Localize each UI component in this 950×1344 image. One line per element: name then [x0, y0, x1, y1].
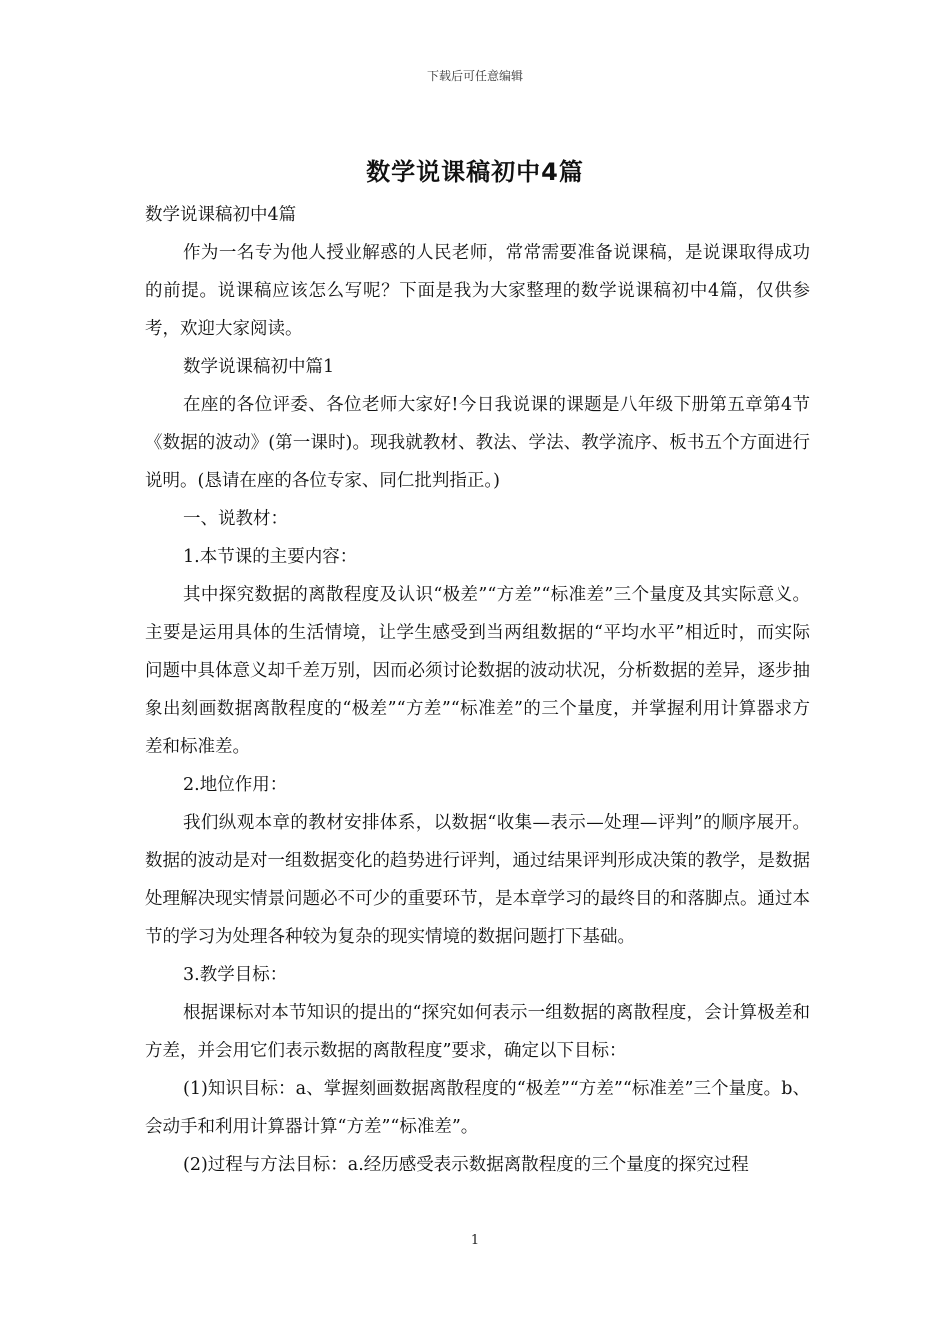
- document-body: [145, 196, 810, 1184]
- page-number: 1: [470, 1233, 480, 1248]
- section-heading: 一、说教材：: [183, 509, 288, 529]
- paragraph: (1)知识目标：a、掌握刻画数据离散程度的“极差”“方差”“标准差”三个量度。b、会动手和利用计算器计算“方差”“标准差”。: [145, 1079, 810, 1137]
- paragraph-intro: 作为一名专为他人授业解惑的人民老师，常常需要准备说课稿，是说课取得成功的前提。说课稿应该怎么写呢？下面是我为大家整理的数学说课稿初中4篇，仅供参考，欢迎大家阅读。: [145, 243, 810, 339]
- section-heading: 数学说课稿初中篇1: [183, 357, 335, 377]
- paragraph: 我们纵观本章的教材安排体系，以数据“收集—表示—处理—评判”的顺序展开。数据的波动是对一组数据变化的趋势进行评判，通过结果评判形成决策的教学，是数据处理解决现实情景问题必不可少的重要环节，是本章学习的最终目的和落脚点。通过本节的学习为处理各种较为复杂的现实情境的数据问题打下基础。: [145, 813, 810, 947]
- paragraph: 在座的各位评委、各位老师大家好!今日我说课的课题是八年级下册第五章第4节《数据的波动》(第一课时)。现我就教材、教法、学法、教学流序、板书五个方面进行说明。(恳请在座的各位专家、同仁批判指正。): [145, 395, 810, 491]
- subsection-heading: 3.教学目标：: [183, 965, 288, 985]
- subsection-heading: 2.地位作用：: [183, 775, 288, 795]
- paragraph-subtitle: 数学说课稿初中4篇: [145, 205, 297, 225]
- paragraph: 根据课标对本节知识的提出的“探究如何表示一组数据的离散程度，会计算极差和方差，并会用它们表示数据的离散程度”要求，确定以下目标：: [145, 1003, 810, 1061]
- paragraph: (2)过程与方法目标：a.经历感受表示数据离散程度的三个量度的探究过程: [183, 1155, 749, 1175]
- document-title: 数学说课稿初中4篇: [366, 158, 584, 186]
- subsection-heading: 1.本节课的主要内容：: [183, 547, 358, 567]
- header-note: 下载后可任意编辑: [426, 69, 523, 83]
- paragraph: 其中探究数据的离散程度及认识“极差”“方差”“标准差”三个量度及其实际意义。主要是运用具体的生活情境，让学生感受到当两组数据的“平均水平”相近时，而实际问题中具体意义却千差万别，因而必须讨论数据的波动状况，分析数据的差异，逐步抽象出刻画数据离散程度的“极差”“方差”“标准差”的三个量度，并掌握利用计算器求方差和标准差。: [145, 585, 810, 757]
